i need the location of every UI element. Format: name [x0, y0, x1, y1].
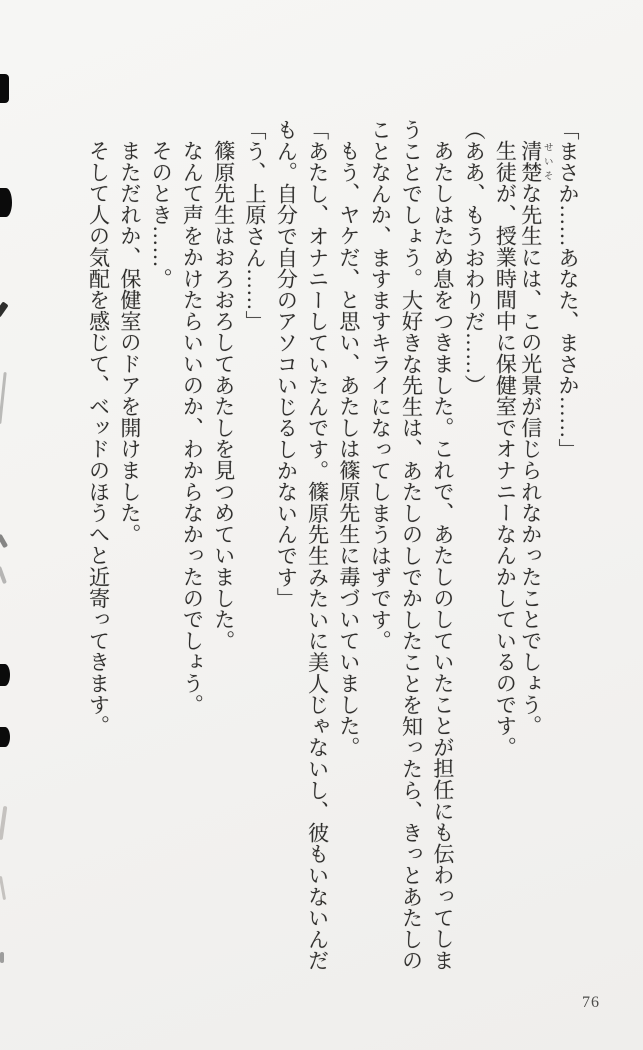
- text-line: そして人の気配を感じて、ベッドのほうへと近寄ってきます。: [86, 140, 111, 737]
- scan-artifact: [0, 952, 4, 963]
- text-line: 生徒が、授業時間中に保健室でオナニーなんかしているのです。: [493, 140, 518, 758]
- ruby-annotated-word: 清楚 せいそ: [518, 140, 552, 183]
- scan-artifact: [0, 727, 10, 747]
- text-line: もう、ヤケだ、と思い、あたしは篠原先生に毒づいていました。: [336, 140, 361, 758]
- text-line: 「あたし、オナニーしていたんです。篠原先生みたいに美人じゃないし、彼もいないんだ: [305, 119, 330, 971]
- text-line: あたしはため息をつきました。これで、あたしのしていたことが担任にも伝わってしま: [430, 140, 455, 971]
- scan-artifact: [0, 74, 9, 103]
- text-line: 「う、上原さん……」: [243, 119, 267, 332]
- text-line: （ああ、もうおわりだ……）: [462, 119, 487, 396]
- page-number: 76: [582, 994, 600, 1011]
- text-line: 篠原先生はおろおろしてあたしを見つめていました。: [211, 140, 236, 652]
- scan-artifact: [0, 372, 7, 424]
- scan-artifact: [0, 566, 7, 584]
- text-line: まただれか、保健室のドアを開けました。: [117, 140, 142, 545]
- scan-artifact: [0, 534, 8, 549]
- scan-artifact: [0, 301, 9, 317]
- text-line: 清楚 せいそな先生には、この光景が信じられなかったことでしょう。: [518, 140, 552, 737]
- text-block: [80, 119, 583, 975]
- text-line: そのとき……。: [149, 140, 174, 290]
- scan-artifact: [0, 664, 10, 686]
- scan-artifact: [0, 806, 7, 840]
- text-line: ことなんか、ますますキライになってしまうはずです。: [368, 119, 393, 652]
- text-line: もん。自分で自分のアソコいじるしかないんです」: [274, 119, 299, 609]
- text-line: 「まさか……あなた、まさか……」: [556, 119, 580, 460]
- text-line: うことでしょう。大好きな先生は、あたしのしでかしたことを知ったら、きっとあたしの: [399, 119, 424, 971]
- scan-artifact: [0, 876, 6, 900]
- text-line: なんて声をかけたらいいのか、わからなかったのでしょう。: [180, 140, 205, 716]
- scan-artifact: [0, 188, 12, 217]
